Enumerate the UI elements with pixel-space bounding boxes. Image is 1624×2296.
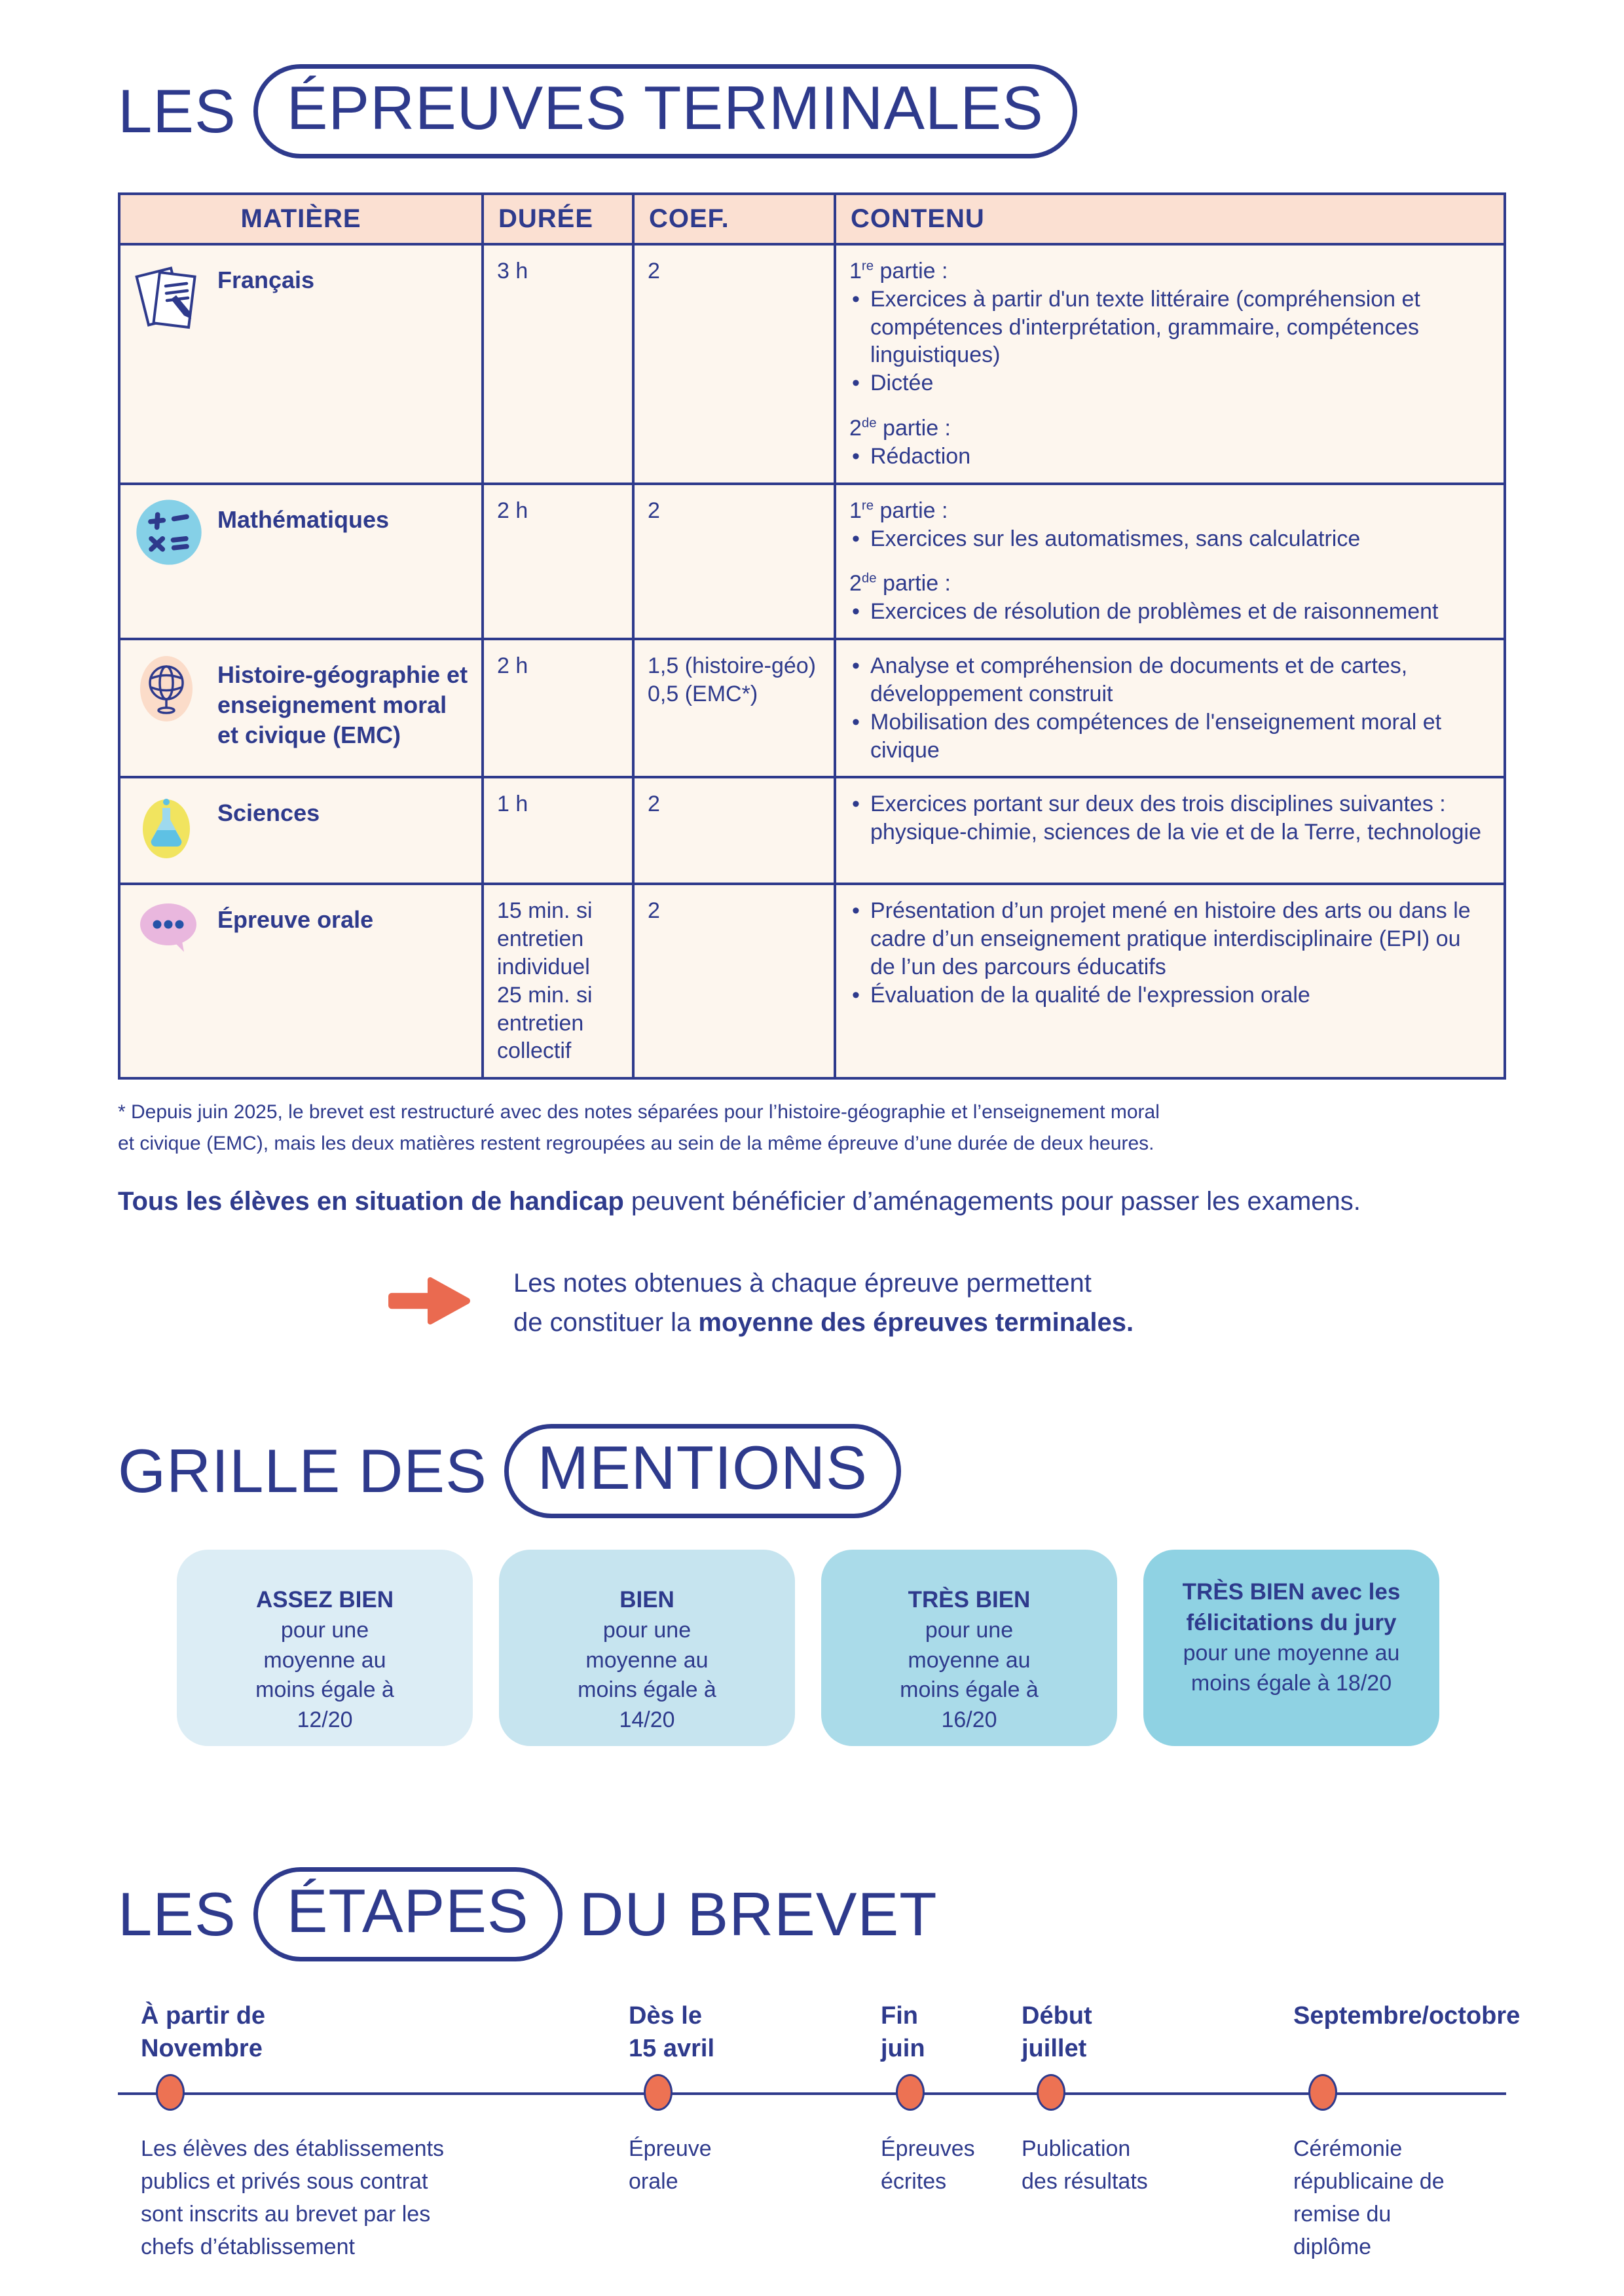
subject-label: Mathématiques <box>217 505 390 533</box>
milestone-date: Fin juin <box>881 2002 925 2063</box>
subject-label: Épreuve orale <box>217 906 374 934</box>
table-row <box>119 639 1505 777</box>
mention-body: pour une moyenne au moins égale à 16/20 <box>900 1618 1039 1732</box>
title-oval-text: ÉTAPES <box>253 1867 563 1961</box>
table-row <box>119 244 1505 484</box>
milestone-dot <box>156 2074 185 2111</box>
table-row <box>119 777 1505 884</box>
content-line: • Exercices sur les automatismes, sans calculatrice <box>849 525 1490 553</box>
content-line: • Mobilisation des compétences de l'enseignement moral et civique <box>849 708 1490 765</box>
milestone-description: Les élèves des établissements publics et privés sous contrat sont inscrits au brevet par les chefs d’établissement <box>141 2136 445 2260</box>
milestone-dot <box>1037 2074 1065 2111</box>
table-header-row <box>119 194 1505 244</box>
coefficient-cell: 2 <box>633 484 835 639</box>
content-cell <box>835 639 1505 777</box>
footnote-line: et civique (EMC), mais les deux matières restent regroupées au sein de la même épreuve d’une durée de deux heures. <box>118 1133 1154 1155</box>
content-cell <box>835 884 1505 1078</box>
column-header: MATIÈRE <box>119 194 483 244</box>
math-symbols-icon <box>134 497 207 575</box>
mention-box <box>1143 1550 1439 1746</box>
duration-cell: 1 h <box>483 777 633 884</box>
content-line: • Présentation d’un projet mené en histoire des arts ou dans le cadre d’un enseignement pratique interdisciplinaire (EPI) ou de l’un des parcours éducatifs <box>849 897 1490 981</box>
content-line: • Exercices portant sur deux des trois disciplines suivantes : physique-chimie, sciences de la vie et de la Terre, technologie <box>849 790 1490 847</box>
page-title-etapes-brevet <box>118 1867 1506 1961</box>
content-line: • Évaluation de la qualité de l'expression orale <box>849 981 1490 1010</box>
content-line: • Analyse et compréhension de documents et de cartes, développement construit <box>849 652 1490 708</box>
content-line: 2de partie : <box>849 571 951 596</box>
title-oval-text: ÉPREUVES TERMINALES <box>253 64 1077 158</box>
flask-icon <box>134 790 207 871</box>
exam-table <box>118 192 1506 1080</box>
content-line: • Rédaction <box>849 443 1490 471</box>
mentions-grid <box>177 1550 1506 1746</box>
content-line: 2de partie : <box>849 416 951 441</box>
mention-label: BIEN <box>619 1587 674 1613</box>
subject-cell <box>119 484 483 639</box>
page-title-epreuves-terminales <box>118 0 1506 158</box>
average-note <box>386 1264 1506 1342</box>
subject-label: Histoire-géographie et enseignement moral et civique (EMC) <box>217 661 468 749</box>
content-cell <box>835 777 1505 884</box>
average-note-line2: de constituer la moyenne des épreuves terminales. <box>513 1308 1134 1338</box>
subject-cell <box>119 777 483 884</box>
column-header: COEF. <box>633 194 835 244</box>
milestone-description: Cérémonie républicaine de remise du diplôme <box>1293 2136 1445 2260</box>
milestone-dot <box>896 2074 925 2111</box>
milestone-dot <box>644 2074 673 2111</box>
milestone-description: Publication des résultats <box>1022 2136 1148 2195</box>
title-prefix: GRILLE DES <box>118 1436 487 1506</box>
handicap-bold-text: Tous les élèves en situation de handicap <box>118 1187 624 1216</box>
content-cell <box>835 244 1505 484</box>
mention-box <box>821 1550 1117 1746</box>
table-row <box>119 884 1505 1078</box>
title-oval-text: MENTIONS <box>504 1424 901 1518</box>
content-line: 1re partie : <box>849 498 948 523</box>
content-line: • Dictée <box>849 369 1490 397</box>
subject-label: Sciences <box>217 799 320 827</box>
milestone-dot <box>1308 2074 1337 2111</box>
content-line: • Exercices à partir d'un texte littéraire (compréhension et compétences d'interprétation, grammaire, compétences linguistiques) <box>849 285 1490 369</box>
mention-box <box>177 1550 473 1746</box>
average-note-text <box>513 1264 1134 1342</box>
milestone-date: Septembre/octobre <box>1293 2002 1521 2030</box>
milestone-description: Épreuve orale <box>629 2136 712 2195</box>
page-title-grille-mentions <box>118 1424 1506 1518</box>
duration-cell: 2 h <box>483 484 633 639</box>
mention-label: TRÈS BIEN avec les félicitations du jury <box>1182 1579 1401 1636</box>
globe-icon <box>134 652 207 750</box>
mention-body: pour une moyenne au moins égale à 12/20 <box>255 1618 394 1732</box>
subject-cell <box>119 244 483 484</box>
coefficient-cell: 1,5 (histoire-géo) 0,5 (EMC*) <box>633 639 835 777</box>
average-note-line1: Les notes obtenues à chaque épreuve permettent <box>513 1269 1092 1298</box>
duration-cell: 3 h <box>483 244 633 484</box>
subject-cell <box>119 884 483 1078</box>
handicap-note <box>118 1187 1506 1216</box>
table-row <box>119 484 1505 639</box>
mention-body: pour une moyenne au moins égale à 18/20 <box>1183 1641 1400 1696</box>
speech-bubble-icon <box>134 897 207 970</box>
duration-cell: 15 min. si entretien individuel 25 min. si entretien collectif <box>483 884 633 1078</box>
mention-body: pour une moyenne au moins égale à 14/20 <box>578 1618 716 1732</box>
title-suffix: DU BREVET <box>579 1880 938 1949</box>
title-prefix: LES <box>118 1880 236 1949</box>
mention-label: TRÈS BIEN <box>908 1587 1031 1613</box>
column-header: DURÉE <box>483 194 633 244</box>
footnote-line: * Depuis juin 2025, le brevet est restructuré avec des notes séparées pour l’histoire-géographie et l’enseignement moral <box>118 1101 1160 1123</box>
coefficient-cell: 2 <box>633 884 835 1078</box>
subject-cell <box>119 639 483 777</box>
column-header: CONTENU <box>835 194 1505 244</box>
subject-label: Français <box>217 266 315 293</box>
milestone-date: Dès le 15 avril <box>629 2002 714 2063</box>
content-line: • Exercices de résolution de problèmes et de raisonnement <box>849 598 1490 626</box>
content-line: 1re partie : <box>849 259 948 283</box>
milestone-date: Début juillet <box>1022 2002 1092 2063</box>
coefficient-cell: 2 <box>633 244 835 484</box>
mention-box <box>499 1550 795 1746</box>
papers-pencil-icon <box>134 257 207 343</box>
content-cell <box>835 484 1505 639</box>
duration-cell: 2 h <box>483 639 633 777</box>
milestone-description: Épreuves écrites <box>881 2136 975 2195</box>
timeline-line <box>118 2092 1506 2095</box>
coefficient-cell: 2 <box>633 777 835 884</box>
title-prefix: LES <box>118 77 236 145</box>
handicap-rest-text: peuvent bénéficier d’aménagements pour passer les examens. <box>623 1187 1361 1216</box>
table-footnote <box>118 1097 1506 1159</box>
milestone-date: À partir de Novembre <box>141 2002 266 2063</box>
mention-label: ASSEZ BIEN <box>255 1587 394 1613</box>
brevet-timeline <box>118 1999 1521 2296</box>
right-arrow-icon <box>386 1270 473 1330</box>
